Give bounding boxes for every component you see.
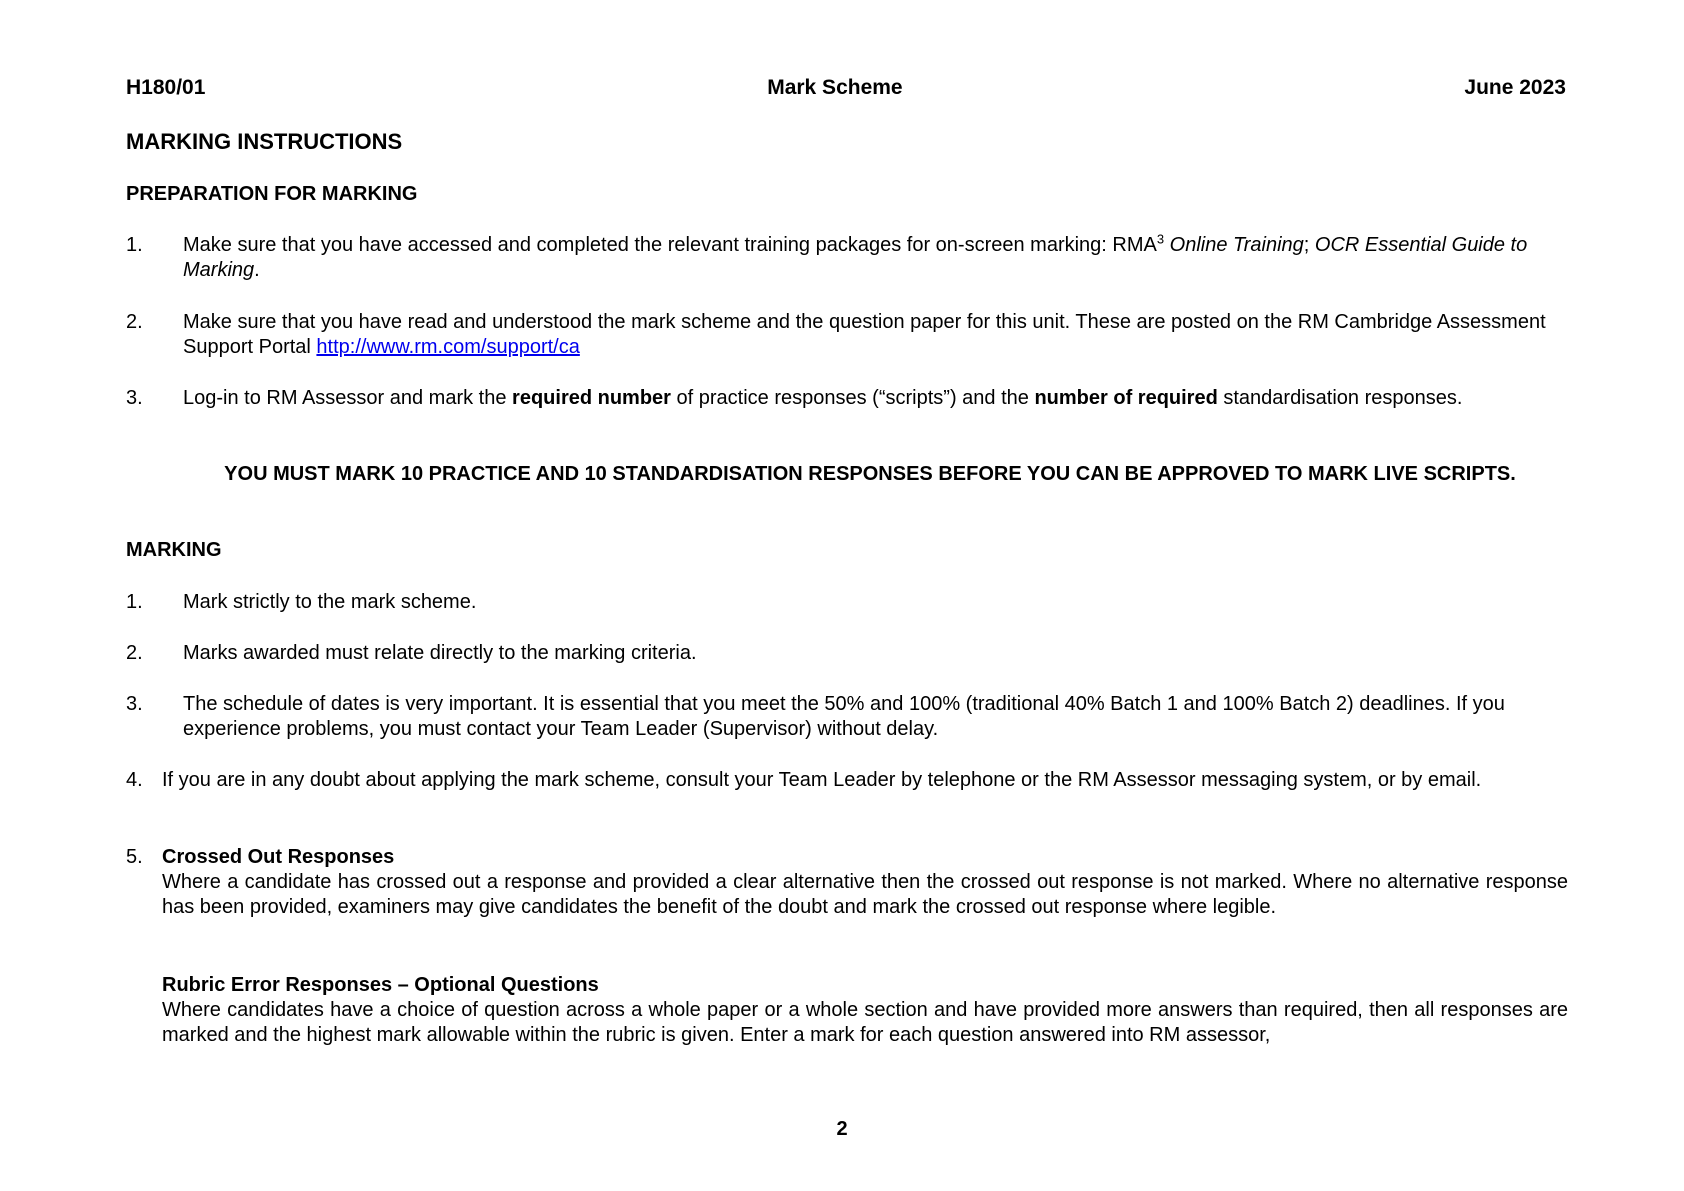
separator: ;: [1303, 234, 1315, 256]
preparation-item-3: [126, 386, 1568, 411]
online-training-title: Online Training: [1169, 234, 1304, 256]
marking-item-3: [126, 692, 1568, 742]
list-number: 2.: [126, 642, 143, 664]
exam-date: June 2023: [1464, 76, 1566, 99]
preparation-item-2: [126, 310, 1568, 360]
emphasis: required number: [512, 387, 671, 409]
rubric-title: Rubric Error Responses – Optional Questions: [162, 974, 599, 996]
support-portal-link[interactable]: http://www.rm.com/support/ca: [316, 336, 580, 358]
item-text: standardisation responses.: [1217, 387, 1463, 409]
list-number: 1.: [126, 234, 143, 256]
marking-instructions-heading: MARKING INSTRUCTIONS: [126, 129, 403, 154]
list-text: Marks awarded must relate directly to the marking criteria.: [183, 642, 697, 664]
preparation-item-1: [126, 233, 1568, 283]
document-title: Mark Scheme: [767, 76, 903, 99]
item-text: Log-in to RM Assessor and mark the: [183, 387, 513, 409]
list-text: The schedule of dates is very important. It is essential that you meet the 50% and 100% (traditional 40% Batch 1 and 100% Batch 2) deadlines. If you experience problems, you must contact your Team Leader (Supervisor) without delay.: [183, 693, 1505, 740]
crossed-out-text: Where a candidate has crossed out a response and provided a clear alternative then the crossed out response is not marked. Where no alternative response has been provided, examiners may give candidates the benefit of the doubt and mark the crossed out response where legible.: [162, 871, 1568, 918]
period: .: [254, 259, 260, 281]
list-number: 5.: [126, 846, 143, 868]
emphasis: number of required: [1034, 387, 1218, 409]
list-text: Mark strictly to the mark scheme.: [183, 591, 477, 613]
page-number: 2: [836, 1118, 848, 1140]
paper-code: H180/01: [126, 76, 206, 99]
item-text: of practice responses (“scripts”) and the: [670, 387, 1035, 409]
superscript: 3: [1156, 231, 1165, 247]
rubric-section: [162, 973, 1568, 1048]
list-text: [183, 310, 1568, 360]
approval-notice: YOU MUST MARK 10 PRACTICE AND 10 STANDARDISATION RESPONSES BEFORE YOU CAN BE APPROVED TO MARK LIVE SCRIPTS.: [224, 463, 1516, 485]
crossed-out-title: Crossed Out Responses: [162, 846, 395, 868]
list-number: 3.: [126, 387, 143, 409]
list-text: If you are in any doubt about applying the mark scheme, consult your Team Leader by telephone or the RM Assessor messaging system, or by email.: [162, 769, 1482, 791]
marking-heading: MARKING: [126, 539, 222, 561]
preparation-heading: PREPARATION FOR MARKING: [126, 183, 418, 205]
marking-item-1: [126, 590, 1568, 615]
item-text: Make sure that you have accessed and completed the relevant training packages for on-screen marking: RMA: [183, 234, 1157, 256]
list-number: 4.: [126, 769, 143, 791]
marking-item-2: [126, 641, 1568, 666]
marking-item-5: [126, 845, 1568, 920]
list-text: [162, 845, 1568, 920]
list-text: [183, 233, 1568, 283]
list-text: [183, 386, 1568, 411]
list-number: 1.: [126, 591, 143, 613]
list-number: 3.: [126, 693, 143, 715]
essential-guide-title: OCR Essential Guide to Marking: [183, 234, 1528, 281]
page-header: [126, 75, 1566, 100]
item-text: Make sure that you have read and understood the mark scheme and the question paper for this unit. These are posted on the RM Cambridge Assessment Support Portal: [183, 311, 1546, 358]
list-number: 2.: [126, 311, 143, 333]
marking-item-4: [126, 768, 1568, 793]
rubric-text: Where candidates have a choice of question across a whole paper or a whole section and have provided more answers than required, then all responses are marked and the highest mark allowable within the rubric is given. Enter a mark for each question answered into RM assessor,: [162, 999, 1568, 1046]
